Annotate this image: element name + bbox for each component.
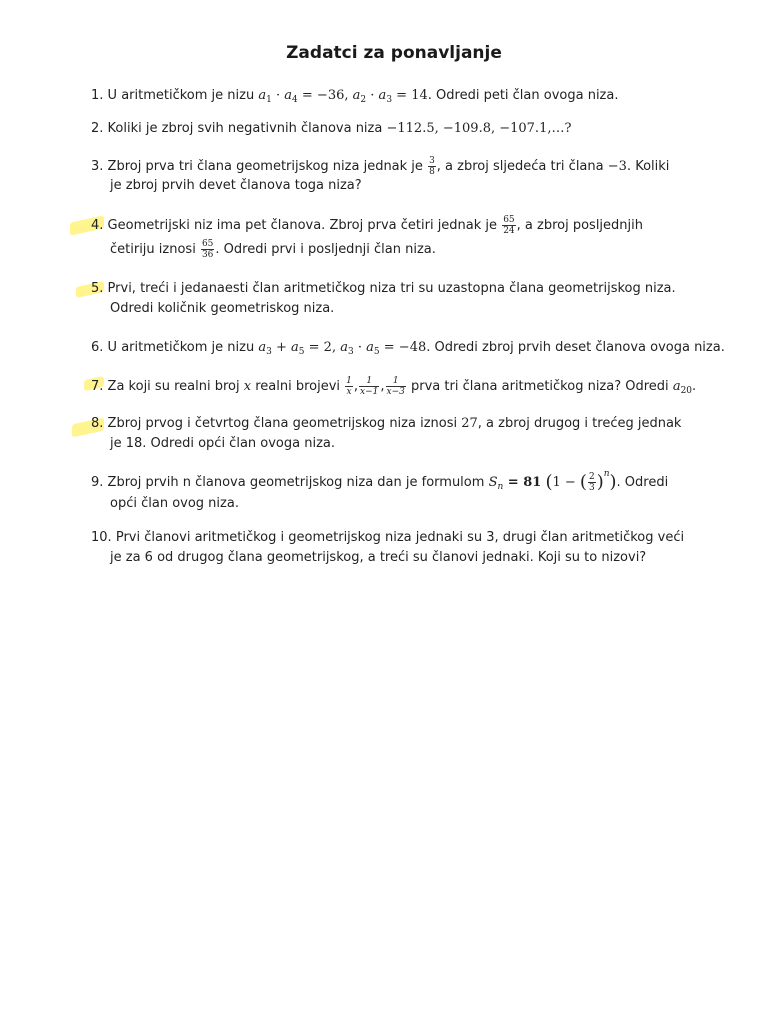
problem-number: 9. (91, 475, 104, 490)
problem-number: 6. (91, 340, 104, 355)
fraction: $\frac{1}{x}$ (346, 376, 352, 397)
problem-number: 3. (91, 159, 104, 174)
problem-3: 3. Zbroj prva tri člana geometrijskog niza jednak je $\frac{3}{8}$ , a zbroj sljedeća tri člana −3. Koliki je zbroj prvih devet članova toga niza? (91, 156, 670, 193)
problem-number: 5. (91, 281, 104, 296)
problem-number: 8. (91, 416, 104, 431)
problem-8: 8. Zbroj prvog i četvrtog člana geometrijskog niza iznosi 27, a zbroj drugog i trećeg jednak je 18. Odredi opći član ovoga niza. (91, 416, 682, 451)
fraction: $\frac{65}{36}$ (201, 239, 214, 260)
fraction: $\frac{1}{x-1}$ (360, 376, 379, 397)
problem-4: 4. Geometrijski niz ima pet članova. Zbroj prva četiri jednak je $\frac{65}{24}$ , a zbroj posljednjih četiriju iznosi $\frac{65}{36}$ . Odredi prvi i posljednji član niza. (91, 215, 643, 260)
fraction: $\frac{3}{8}$ (429, 156, 435, 177)
fraction: $\frac{65}{24}$ (503, 215, 515, 236)
problem-7: 7. Za koji su realni broj x realni brojevi $\frac{1}{x}$ , $\frac{1}{x-1}$ , $\frac{1}{x-3}$ prva tri člana aritmetičkog niza? Odredi $a_{20}$. (91, 376, 697, 397)
problem-number: 4. (91, 218, 104, 233)
problem-9: 9. Zbroj prvih n članova geometrijskog niza dan je formulom $S_n = 81$ (1 − ( $\frac{2}{3}$ )$^n$). Odredi opći član ovog niza. (91, 469, 669, 511)
problem-6: 6. U aritmetičkom je nizu $a_3 + a_5 = 2$, $a_3 \cdot a_5 = -48$. Odredi zbroj prvih deset članova ovoga niza. (91, 340, 725, 357)
problem-number: 10. (91, 530, 112, 545)
problem-number: 7. (91, 379, 104, 394)
problem-number: 1. (91, 88, 104, 103)
problem-10: 10. Prvi članovi aritmetičkog i geometrijskog niza jednaki su 3, drugi član aritmetičkog veći je za 6 od drugog člana geometrijskog, a treći su članovi jednaki. Koji su to nizovi? (91, 530, 685, 565)
problem-number: 2. (91, 121, 104, 136)
fraction: $\frac{2}{3}$ (588, 472, 595, 493)
page-title: Zadatci za ponavljanje (286, 43, 502, 63)
fraction: $\frac{1}{x-3}$ (386, 376, 405, 397)
problem-2: 2. Koliki je zbroj svih negativnih članova niza −112.5, −109.8, −107.1,…? (91, 121, 572, 136)
problem-1: 1. U aritmetičkom je nizu $a_1 \cdot a_4 = -36$, $a_2 \cdot a_3 = 14$. Odredi peti član ovoga niza. (91, 88, 619, 105)
problem-5: 5. Prvi, treći i jedanaesti član aritmetičkog niza tri su uzastopna člana geometrijskog niza. Odredi količnik geometriskog niza. (91, 281, 676, 316)
